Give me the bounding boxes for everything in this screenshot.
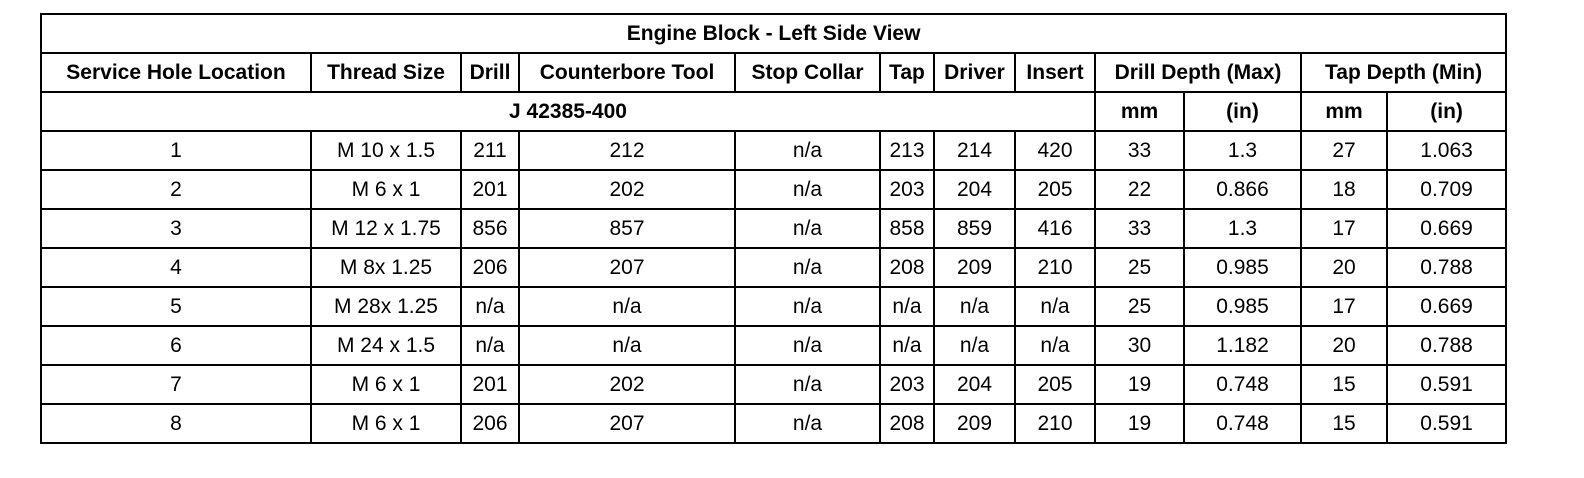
header-stop-collar: Stop Collar xyxy=(735,53,880,92)
table-row xyxy=(41,209,1506,248)
cell-stop-collar: n/a xyxy=(735,248,880,287)
cell-driver: 209 xyxy=(934,404,1015,443)
cell-insert: 210 xyxy=(1015,404,1095,443)
cell-drill-depth-mm: 25 xyxy=(1095,287,1184,326)
cell-thread-size: M 24 x 1.5 xyxy=(311,326,461,365)
cell-tap-depth-mm: 20 xyxy=(1301,326,1387,365)
cell-location: 6 xyxy=(41,326,311,365)
cell-drill-depth-in: 0.866 xyxy=(1184,170,1301,209)
header-drill-depth: Drill Depth (Max) xyxy=(1095,53,1301,92)
cell-drill-depth-mm: 19 xyxy=(1095,404,1184,443)
cell-drill-depth-in: 0.748 xyxy=(1184,404,1301,443)
cell-tap-depth-in: 0.788 xyxy=(1387,326,1506,365)
cell-tap-depth-mm: 20 xyxy=(1301,248,1387,287)
header-counterbore-tool: Counterbore Tool xyxy=(519,53,735,92)
cell-drill: 856 xyxy=(461,209,519,248)
drill-depth-in-unit: (in) xyxy=(1184,92,1301,131)
cell-tap-depth-in: 0.591 xyxy=(1387,365,1506,404)
table-title: Engine Block - Left Side View xyxy=(41,14,1506,53)
cell-drill-depth-mm: 30 xyxy=(1095,326,1184,365)
cell-location: 1 xyxy=(41,131,311,170)
cell-drill-depth-in: 0.985 xyxy=(1184,248,1301,287)
cell-tap-depth-in: 0.669 xyxy=(1387,209,1506,248)
cell-counterbore: n/a xyxy=(519,326,735,365)
cell-tap: 858 xyxy=(880,209,934,248)
cell-insert: 205 xyxy=(1015,170,1095,209)
service-hole-table xyxy=(40,13,1507,444)
cell-thread-size: M 6 x 1 xyxy=(311,365,461,404)
header-tap-depth: Tap Depth (Min) xyxy=(1301,53,1506,92)
cell-drill-depth-mm: 19 xyxy=(1095,365,1184,404)
cell-drill: 206 xyxy=(461,404,519,443)
cell-counterbore: 857 xyxy=(519,209,735,248)
table-row xyxy=(41,131,1506,170)
cell-drill-depth-mm: 33 xyxy=(1095,209,1184,248)
header-tap: Tap xyxy=(880,53,934,92)
drill-depth-mm-unit: mm xyxy=(1095,92,1184,131)
cell-drill-depth-mm: 33 xyxy=(1095,131,1184,170)
kit-number: J 42385-400 xyxy=(41,92,1095,131)
cell-tap: 208 xyxy=(880,248,934,287)
tap-depth-in-unit: (in) xyxy=(1387,92,1506,131)
cell-driver: n/a xyxy=(934,287,1015,326)
cell-tap: 203 xyxy=(880,365,934,404)
cell-tap-depth-mm: 15 xyxy=(1301,404,1387,443)
cell-insert: 420 xyxy=(1015,131,1095,170)
table-row xyxy=(41,170,1506,209)
cell-driver: n/a xyxy=(934,326,1015,365)
cell-location: 7 xyxy=(41,365,311,404)
cell-drill-depth-mm: 25 xyxy=(1095,248,1184,287)
cell-stop-collar: n/a xyxy=(735,365,880,404)
cell-counterbore: n/a xyxy=(519,287,735,326)
header-driver: Driver xyxy=(934,53,1015,92)
cell-drill: 206 xyxy=(461,248,519,287)
cell-counterbore: 212 xyxy=(519,131,735,170)
title-row xyxy=(41,14,1506,53)
cell-drill-depth-mm: 22 xyxy=(1095,170,1184,209)
header-location: Service Hole Location xyxy=(41,53,311,92)
cell-tap-depth-in: 0.709 xyxy=(1387,170,1506,209)
cell-tap: 208 xyxy=(880,404,934,443)
table-row xyxy=(41,287,1506,326)
cell-drill: 201 xyxy=(461,365,519,404)
cell-stop-collar: n/a xyxy=(735,404,880,443)
header-row xyxy=(41,53,1506,92)
cell-stop-collar: n/a xyxy=(735,209,880,248)
cell-tap: n/a xyxy=(880,326,934,365)
cell-thread-size: M 8x 1.25 xyxy=(311,248,461,287)
tap-depth-mm-unit: mm xyxy=(1301,92,1387,131)
header-drill: Drill xyxy=(461,53,519,92)
cell-drill: 201 xyxy=(461,170,519,209)
table-row xyxy=(41,248,1506,287)
cell-insert: n/a xyxy=(1015,287,1095,326)
cell-tap: 203 xyxy=(880,170,934,209)
cell-tap-depth-in: 0.591 xyxy=(1387,404,1506,443)
cell-drill-depth-in: 0.985 xyxy=(1184,287,1301,326)
cell-insert: 205 xyxy=(1015,365,1095,404)
cell-tap: n/a xyxy=(880,287,934,326)
cell-drill-depth-in: 1.182 xyxy=(1184,326,1301,365)
cell-driver: 214 xyxy=(934,131,1015,170)
cell-tap-depth-in: 1.063 xyxy=(1387,131,1506,170)
cell-insert: 210 xyxy=(1015,248,1095,287)
cell-driver: 204 xyxy=(934,170,1015,209)
cell-drill: n/a xyxy=(461,287,519,326)
cell-counterbore: 202 xyxy=(519,170,735,209)
cell-tap: 213 xyxy=(880,131,934,170)
cell-location: 2 xyxy=(41,170,311,209)
cell-thread-size: M 10 x 1.5 xyxy=(311,131,461,170)
cell-drill: 211 xyxy=(461,131,519,170)
table-row xyxy=(41,326,1506,365)
table-row xyxy=(41,404,1506,443)
cell-drill-depth-in: 1.3 xyxy=(1184,131,1301,170)
cell-counterbore: 207 xyxy=(519,404,735,443)
cell-drill-depth-in: 1.3 xyxy=(1184,209,1301,248)
cell-driver: 209 xyxy=(934,248,1015,287)
subheader-row xyxy=(41,92,1506,131)
cell-thread-size: M 28x 1.25 xyxy=(311,287,461,326)
cell-location: 3 xyxy=(41,209,311,248)
cell-location: 5 xyxy=(41,287,311,326)
cell-tap-depth-in: 0.669 xyxy=(1387,287,1506,326)
cell-counterbore: 207 xyxy=(519,248,735,287)
cell-thread-size: M 6 x 1 xyxy=(311,170,461,209)
header-thread-size: Thread Size xyxy=(311,53,461,92)
cell-drill-depth-in: 0.748 xyxy=(1184,365,1301,404)
cell-insert: 416 xyxy=(1015,209,1095,248)
cell-driver: 204 xyxy=(934,365,1015,404)
cell-stop-collar: n/a xyxy=(735,287,880,326)
cell-stop-collar: n/a xyxy=(735,170,880,209)
cell-tap-depth-mm: 17 xyxy=(1301,287,1387,326)
cell-location: 4 xyxy=(41,248,311,287)
cell-stop-collar: n/a xyxy=(735,131,880,170)
cell-thread-size: M 6 x 1 xyxy=(311,404,461,443)
cell-location: 8 xyxy=(41,404,311,443)
cell-insert: n/a xyxy=(1015,326,1095,365)
cell-tap-depth-mm: 15 xyxy=(1301,365,1387,404)
cell-stop-collar: n/a xyxy=(735,326,880,365)
cell-tap-depth-mm: 27 xyxy=(1301,131,1387,170)
cell-tap-depth-mm: 18 xyxy=(1301,170,1387,209)
cell-tap-depth-in: 0.788 xyxy=(1387,248,1506,287)
header-insert: Insert xyxy=(1015,53,1095,92)
cell-drill: n/a xyxy=(461,326,519,365)
cell-counterbore: 202 xyxy=(519,365,735,404)
table-row xyxy=(41,365,1506,404)
cell-tap-depth-mm: 17 xyxy=(1301,209,1387,248)
cell-thread-size: M 12 x 1.75 xyxy=(311,209,461,248)
cell-driver: 859 xyxy=(934,209,1015,248)
